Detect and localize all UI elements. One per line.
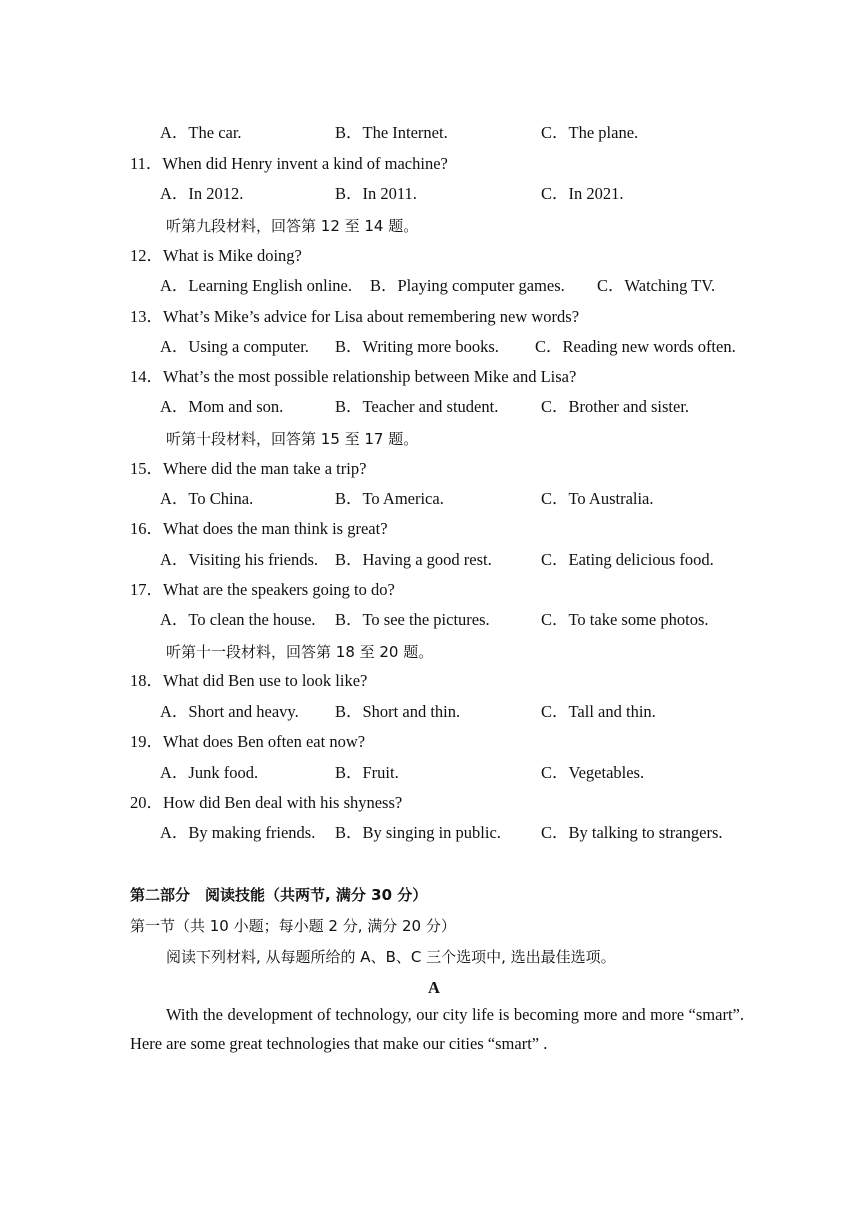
q13-option-c: C．Reading new words often. [535, 337, 736, 356]
q19-option-b: B．Fruit. [335, 763, 399, 782]
q10-option-b: B．The Internet. [335, 123, 448, 142]
q18-option-c: C．Tall and thin. [541, 702, 656, 721]
q16-option-a: A．Visiting his friends. [160, 550, 319, 569]
q11-option-a: A．In 2012. [160, 184, 244, 203]
q14-option-b: B．Teacher and student. [335, 397, 499, 416]
q18-stem: 18．What did Ben use to look like? [130, 671, 368, 690]
q20-option-c: C．By talking to strangers. [541, 823, 723, 842]
section-11-instruction: 听第十一段材料，回答第 18 至 20 题。 [166, 643, 434, 661]
q12-stem: 12．What is Mike doing? [130, 246, 302, 265]
q18-option-b: B．Short and thin. [335, 702, 461, 721]
q13-stem: 13．What’s Mike’s advice for Lisa about remembering new words? [130, 307, 580, 326]
section-9-instruction: 听第九段材料，回答第 12 至 14 题。 [166, 217, 419, 235]
passage-label: A [428, 978, 440, 997]
q14-stem: 14．What’s the most possible relationship between Mike and Lisa? [130, 367, 577, 386]
q13-option-b: B．Writing more books. [335, 337, 499, 356]
section-1-title: 第一节（共 10 小题；每小题 2 分, 满分 20 分） [130, 917, 456, 935]
q12-option-c: C．Watching TV. [597, 276, 716, 295]
q16-option-c: C．Eating delicious food. [541, 550, 714, 569]
q17-option-b: B．To see the pictures. [335, 610, 490, 629]
q14-option-c: C．Brother and sister. [541, 397, 690, 416]
q10-option-a: A．The car. [160, 123, 242, 142]
q12-option-a: A．Learning English online. [160, 276, 353, 295]
q15-stem: 15．Where did the man take a trip? [130, 459, 367, 478]
q11-stem: 11．When did Henry invent a kind of machine? [130, 154, 448, 173]
q12-option-b: B．Playing computer games. [370, 276, 565, 295]
q19-option-c: C．Vegetables. [541, 763, 645, 782]
q20-stem: 20．How did Ben deal with his shyness? [130, 793, 403, 812]
q15-option-c: C．To Australia. [541, 489, 654, 508]
q17-stem: 17．What are the speakers going to do? [130, 580, 395, 599]
q11-option-b: B．In 2011. [335, 184, 417, 203]
part-2-title: 第二部分 阅读技能（共两节, 满分 30 分） [130, 886, 428, 904]
q13-option-a: A．Using a computer. [160, 337, 309, 356]
q15-option-a: A．To China. [160, 489, 254, 508]
q11-option-c: C．In 2021. [541, 184, 624, 203]
section-10-instruction: 听第十段材料，回答第 15 至 17 题。 [166, 430, 419, 448]
q14-option-a: A．Mom and son. [160, 397, 284, 416]
q10-option-c: C．The plane. [541, 123, 639, 142]
q17-option-c: C．To take some photos. [541, 610, 709, 629]
q18-option-a: A．Short and heavy. [160, 702, 299, 721]
q16-stem: 16．What does the man think is great? [130, 519, 388, 538]
q15-option-b: B．To America. [335, 489, 444, 508]
reading-instructions: 阅读下列材料, 从每题所给的 A、B、C 三个选项中, 选出最佳选项。 [166, 948, 616, 966]
q19-option-a: A．Junk food. [160, 763, 259, 782]
q16-option-b: B．Having a good rest. [335, 550, 492, 569]
q20-option-b: B．By singing in public. [335, 823, 501, 842]
q19-stem: 19．What does Ben often eat now? [130, 732, 366, 751]
q20-option-a: A．By making friends. [160, 823, 316, 842]
q17-option-a: A．To clean the house. [160, 610, 316, 629]
passage-paragraph: With the development of technology, our city life is becoming more and more “smart”. Here are some great technologies that make our cities “smart” . [130, 1005, 744, 1053]
